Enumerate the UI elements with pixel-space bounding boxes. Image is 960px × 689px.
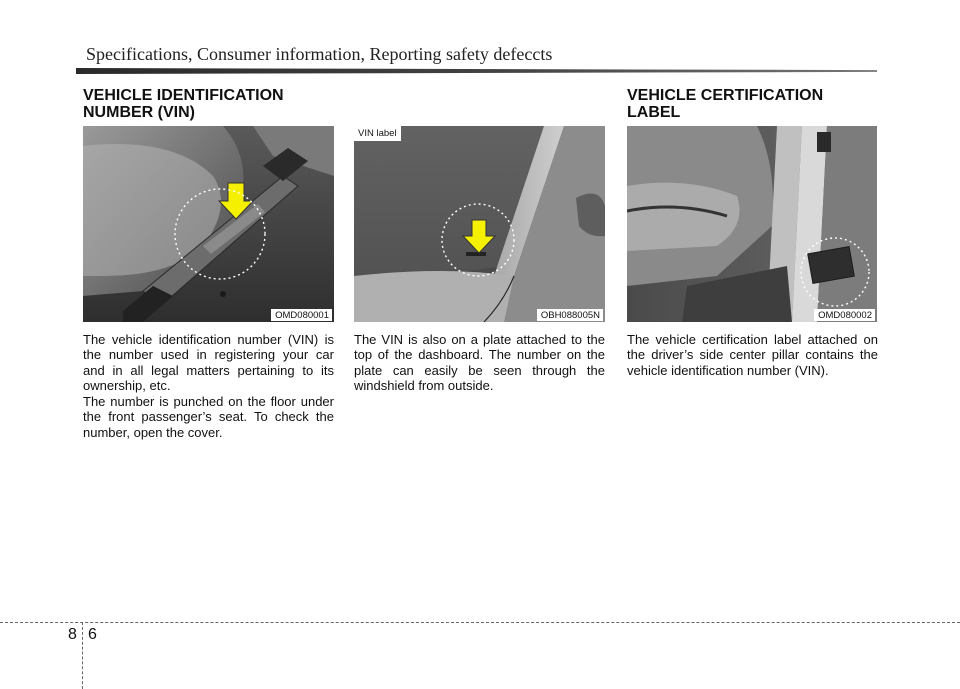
footer-rule bbox=[0, 622, 960, 623]
certification-section-heading: VEHICLE CERTIFICATION LABEL bbox=[627, 87, 824, 121]
vin-paragraph-1: The vehicle identification number (VIN) is the number used in registering your car and in all legal matters pertaining to its ownership, etc. bbox=[83, 332, 334, 394]
door-pillar-illustration bbox=[627, 126, 877, 322]
page-header-title: Specifications, Consumer information, Reporting safety defeccts bbox=[86, 44, 553, 64]
chapter-number: 8 bbox=[68, 626, 77, 643]
vin-dashboard-figure bbox=[354, 126, 605, 322]
figure-code: OMD080001 bbox=[271, 309, 332, 321]
header-rule bbox=[76, 68, 877, 74]
figure-code: OMD080002 bbox=[814, 309, 875, 321]
certification-paragraph-1: The vehicle certification label attached on the driver’s side center pillar contains the vehicle identification number (VIN). bbox=[627, 332, 878, 378]
dashboard-illustration bbox=[354, 126, 605, 322]
figure-code: OBH088005N bbox=[537, 309, 603, 321]
vin-section-heading: VEHICLE IDENTIFICATION NUMBER (VIN) bbox=[83, 87, 284, 121]
footer-divider bbox=[82, 622, 83, 689]
seat-floor-illustration bbox=[83, 126, 334, 322]
vin-paragraph-2: The number is punched on the floor under the front passenger’s seat. To check the number, open the cover. bbox=[83, 394, 334, 440]
vin-floor-figure bbox=[83, 126, 334, 322]
certification-label-figure bbox=[627, 126, 877, 322]
vin-label-callout: VIN label bbox=[354, 126, 401, 141]
page-number: 6 bbox=[88, 626, 97, 643]
dashboard-paragraph-1: The VIN is also on a plate attached to the top of the dashboard. The number on the plate can easily be seen through the windshield from outside. bbox=[354, 332, 605, 394]
